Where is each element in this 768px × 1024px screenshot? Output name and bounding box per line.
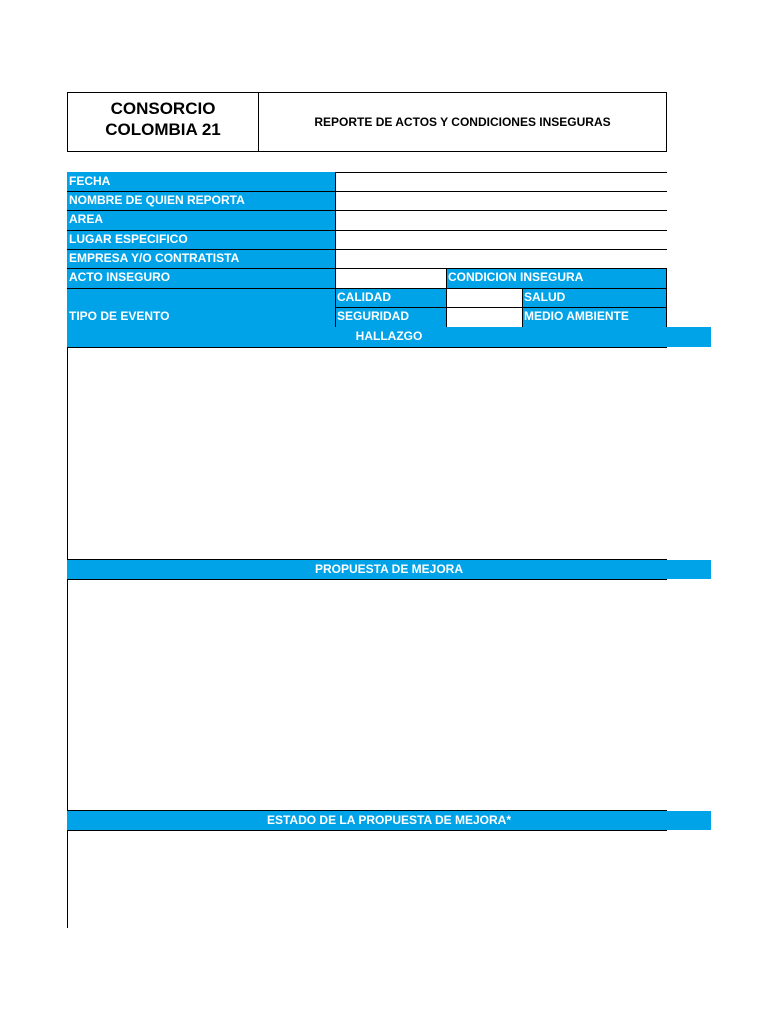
propuesta-textarea[interactable]: [67, 580, 667, 810]
grid-line: [666, 268, 667, 327]
company-name: CONSORCIO COLOMBIA 21: [105, 99, 221, 139]
grid-line: [335, 172, 336, 327]
calidad-label: CALIDAD: [335, 288, 446, 307]
medio-ambiente-label[interactable]: MEDIO AMBIENTE: [522, 307, 667, 327]
area-field[interactable]: [335, 210, 667, 230]
grid-line: [67, 191, 667, 192]
company-label: EMPRESA Y/O CONTRATISTA: [67, 249, 335, 268]
grid-line: [446, 268, 447, 327]
seguridad-label: SEGURIDAD: [335, 307, 446, 327]
reporter-field[interactable]: [335, 191, 667, 210]
event-type-cell: [67, 288, 335, 327]
estado-textarea[interactable]: [67, 831, 667, 928]
grid-line: [67, 288, 667, 289]
grid-line: [335, 172, 667, 173]
section-estado-title: ESTADO DE LA PROPUESTA DE MEJORA*: [266, 813, 512, 827]
grid-line: [67, 210, 667, 211]
section-propuesta-title: PROPUESTA DE MEJORA: [314, 562, 464, 576]
unsafe-act-label: ACTO INSEGURO: [67, 268, 335, 288]
grid-line: [335, 307, 667, 308]
fecha-label: FECHA: [67, 172, 335, 191]
section-hallazgo-header: [67, 327, 711, 347]
unsafe-act-checkbox[interactable]: [335, 268, 446, 288]
report-title: REPORTE DE ACTOS Y CONDICIONES INSEGURAS: [314, 115, 611, 129]
area-label: AREA: [67, 210, 335, 230]
grid-line: [67, 249, 667, 250]
fecha-field[interactable]: [335, 172, 667, 191]
grid-line: [67, 230, 667, 231]
place-field[interactable]: [335, 230, 667, 249]
reporter-label: NOMBRE DE QUIEN REPORTA: [67, 191, 335, 210]
grid-line: [67, 268, 667, 269]
event-type-label: TIPO DE EVENTO: [69, 309, 170, 323]
section-hallazgo-title: HALLAZGO: [355, 329, 423, 343]
salud-label[interactable]: SALUD: [522, 288, 667, 307]
grid-line: [522, 288, 523, 327]
calidad-checkbox[interactable]: [446, 288, 522, 307]
place-label: LUGAR ESPECIFICO: [67, 230, 335, 249]
hallazgo-textarea[interactable]: [67, 348, 667, 559]
company-field[interactable]: [335, 249, 667, 268]
section-estado-header: [67, 811, 711, 830]
unsafe-condition-label[interactable]: CONDICION INSEGURA: [446, 268, 667, 288]
seguridad-checkbox[interactable]: [446, 307, 522, 327]
section-propuesta-header: [67, 560, 711, 579]
